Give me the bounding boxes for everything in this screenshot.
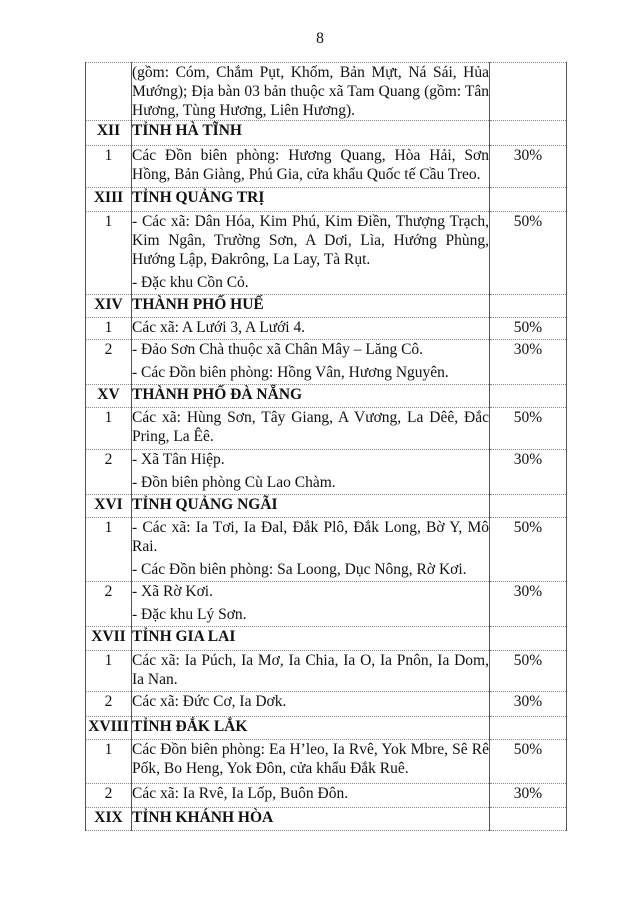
- table-row: [86, 212, 567, 295]
- section-number: XVI: [86, 495, 132, 518]
- item-number: 2: [86, 582, 132, 627]
- section-title: TỈNH QUẢNG TRỊ: [132, 188, 490, 212]
- table-row: [86, 146, 567, 188]
- description-line: Các xã: Hùng Sơn, Tây Giang, A Vương, La Dêê, Đắc Pring, La Êê.: [132, 409, 489, 445]
- table-row: [86, 740, 567, 784]
- item-description: [132, 582, 490, 627]
- allowance-rate: [490, 495, 567, 518]
- allowance-rate: [490, 808, 567, 831]
- section-row: [86, 627, 567, 651]
- item-description: [132, 408, 490, 450]
- table-row: [86, 340, 567, 385]
- description-line: - Các Đồn biên phòng: Sa Loong, Dục Nông, Rờ Kơi.: [132, 561, 467, 578]
- allowance-table: [85, 62, 567, 831]
- description-line: - Đồn biên phòng Cù Lao Chàm.: [132, 474, 336, 491]
- section-number: XVII: [86, 627, 132, 651]
- section-row: [86, 717, 567, 740]
- page-number: 8: [316, 30, 324, 47]
- description-line: Các xã: Đức Cơ, Ia Dơk.: [132, 693, 287, 710]
- table-row: [86, 582, 567, 627]
- item-description: [132, 212, 490, 295]
- section-row: [86, 121, 567, 146]
- section-number: XIV: [86, 295, 132, 318]
- allowance-rate: 50%: [490, 318, 567, 340]
- item-description: [132, 318, 490, 340]
- table-row: [86, 518, 567, 582]
- description-line: (gồm: Cóm, Chắm Pụt, Khốm, Bản Mựt, Ná Sái, Hủa Mướng); Địa bàn 03 bản thuộc xã Tam Quang (gồm: Tân Hương, Tùng Hương, Liên Hương).: [132, 64, 489, 119]
- item-number: 1: [86, 408, 132, 450]
- section-number: XV: [86, 385, 132, 408]
- item-number: [86, 63, 132, 121]
- section-title: TỈNH GIA LAI: [132, 627, 490, 651]
- section-number: XIII: [86, 188, 132, 212]
- description-line: - Các xã: Ia Tơi, Ia Đal, Đắk Plô, Đắk Long, Bờ Y, Mô Rai.: [132, 519, 489, 555]
- item-description: [132, 740, 490, 784]
- section-row: [86, 808, 567, 831]
- item-number: 2: [86, 784, 132, 808]
- table-row: [86, 692, 567, 717]
- item-number: 1: [86, 212, 132, 295]
- allowance-rate: 50%: [490, 651, 567, 692]
- section-title: TỈNH HÀ TĨNH: [132, 121, 490, 146]
- item-number: 1: [86, 740, 132, 784]
- description-line: - Xã Tân Hiệp.: [132, 451, 225, 468]
- item-description: [132, 518, 490, 582]
- table-row: [86, 651, 567, 692]
- allowance-rate: 50%: [490, 212, 567, 295]
- item-number: 2: [86, 692, 132, 717]
- description-line: - Đảo Sơn Chà thuộc xã Chân Mây – Lăng Cô.: [132, 341, 424, 358]
- table-body: [86, 63, 567, 831]
- description-line: - Đặc khu Cồn Cỏ.: [132, 274, 249, 291]
- allowance-rate: [490, 121, 567, 146]
- allowance-rate: 50%: [490, 518, 567, 582]
- section-title: THÀNH PHỐ ĐÀ NẴNG: [132, 385, 490, 408]
- allowance-rate: 30%: [490, 784, 567, 808]
- item-description: [132, 146, 490, 188]
- description-line: - Các xã: Dân Hóa, Kim Phú, Kim Điền, Thượng Trạch, Kim Ngân, Trường Sơn, A Dơi, Lìa, Hướng Phùng, Hướng Lập, Đakrông, La Lay, Tà Rụt.: [132, 213, 489, 268]
- item-number: 1: [86, 651, 132, 692]
- item-number: 1: [86, 146, 132, 188]
- allowance-rate: [490, 63, 567, 121]
- allowance-rate: 30%: [490, 340, 567, 385]
- table-row: [86, 784, 567, 808]
- allowance-rate: 30%: [490, 146, 567, 188]
- allowance-rate: [490, 627, 567, 651]
- table-row: [86, 408, 567, 450]
- allowance-rate: 50%: [490, 408, 567, 450]
- description-line: - Đặc khu Lý Sơn.: [132, 606, 247, 623]
- allowance-rate: 50%: [490, 740, 567, 784]
- item-description: [132, 651, 490, 692]
- allowance-rate: [490, 717, 567, 740]
- section-row: [86, 495, 567, 518]
- section-title: TỈNH ĐẮK LẮK: [132, 717, 490, 740]
- description-line: - Các Đồn biên phòng: Hồng Vân, Hương Nguyên.: [132, 364, 449, 381]
- description-line: Các xã: Ia Púch, Ia Mơ, Ia Chia, Ia O, Ia Pnôn, Ia Dom, Ia Nan.: [132, 652, 489, 688]
- table-row: [86, 318, 567, 340]
- item-description: [132, 63, 490, 121]
- item-number: 1: [86, 318, 132, 340]
- item-number: 2: [86, 450, 132, 495]
- section-row: [86, 188, 567, 212]
- item-description: [132, 692, 490, 717]
- allowance-rate: 30%: [490, 450, 567, 495]
- allowance-rate: 30%: [490, 582, 567, 627]
- description-line: - Xã Rờ Kơi.: [132, 583, 213, 600]
- section-title: THÀNH PHỐ HUẾ: [132, 295, 490, 318]
- item-number: 1: [86, 518, 132, 582]
- section-number: XIX: [86, 808, 132, 831]
- item-description: [132, 450, 490, 495]
- allowance-rate: [490, 295, 567, 318]
- section-title: TỈNH QUẢNG NGÃI: [132, 495, 490, 518]
- description-line: Các Đồn biên phòng: Ea H’leo, Ia Rvê, Yok Mbre, Sê Rê Pốk, Bo Heng, Yok Đôn, cửa khẩu Đắk Ruê.: [132, 741, 489, 777]
- item-description: [132, 340, 490, 385]
- allowance-rate: [490, 188, 567, 212]
- description-line: Các Đồn biên phòng: Hương Quang, Hòa Hải, Sơn Hồng, Bản Giàng, Phú Gia, cửa khẩu Quốc tế Cầu Treo.: [132, 147, 489, 183]
- description-line: Các xã: A Lưới 3, A Lưới 4.: [132, 319, 306, 336]
- section-row: [86, 385, 567, 408]
- description-line: Các xã: Ia Rvê, Ia Lốp, Buôn Đôn.: [132, 785, 349, 802]
- section-row: [86, 295, 567, 318]
- table-row: [86, 450, 567, 495]
- allowance-rate: [490, 385, 567, 408]
- item-description: [132, 784, 490, 808]
- item-number: 2: [86, 340, 132, 385]
- section-number: XII: [86, 121, 132, 146]
- table-row: [86, 63, 567, 121]
- allowance-rate: 30%: [490, 692, 567, 717]
- section-number: XVIII: [86, 717, 132, 740]
- section-title: TỈNH KHÁNH HÒA: [132, 808, 490, 831]
